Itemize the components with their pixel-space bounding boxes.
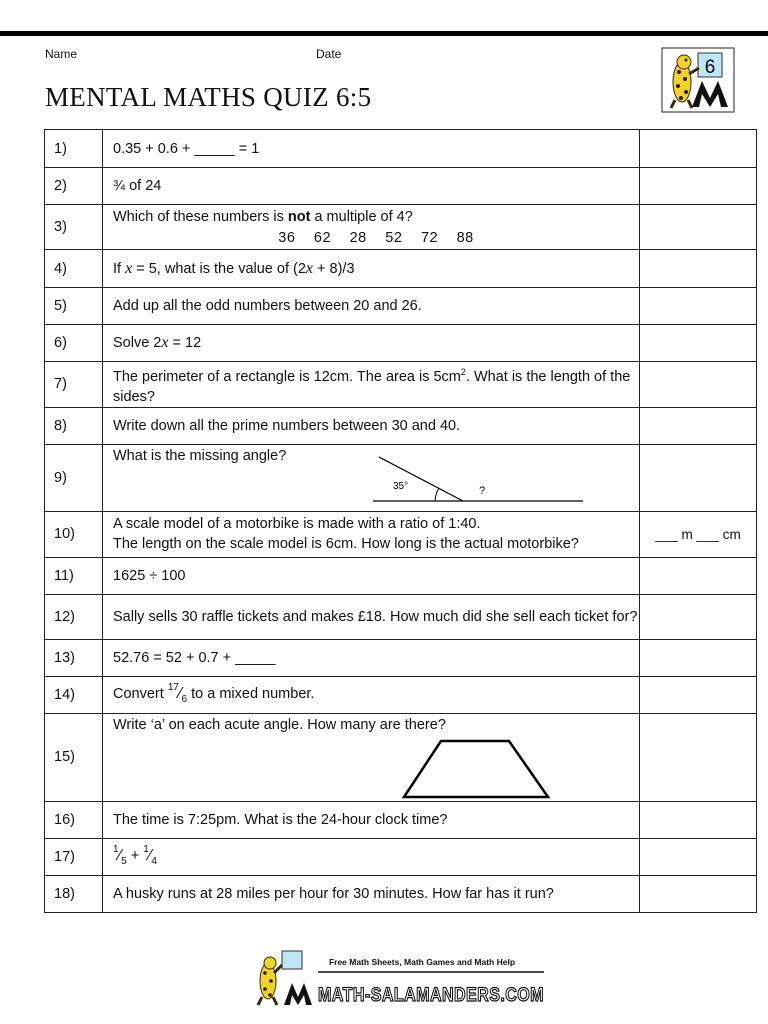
question-number: 14): [45, 676, 103, 713]
number-option: 72: [420, 229, 439, 246]
question-row: [45, 205, 757, 250]
question-number: 4): [45, 250, 103, 288]
trapezium-diagram: [401, 738, 551, 800]
question-text: [103, 713, 640, 801]
answer-cell[interactable]: [640, 130, 757, 168]
answer-cell[interactable]: [640, 362, 757, 408]
fraction: $^{17}⁄_6$: [167, 681, 188, 705]
question-number: 13): [45, 639, 103, 676]
name-label: Name: [45, 47, 78, 61]
question-text-part: = 12: [168, 335, 202, 351]
fraction-denominator: 4: [151, 855, 157, 867]
question-row: [45, 511, 757, 557]
number-option: 28: [349, 229, 367, 246]
question-number: 7): [45, 362, 103, 408]
question-text: [103, 676, 640, 713]
question-text: 0.35 + 0.6 + _____ = 1: [103, 130, 640, 168]
question-number: 15): [45, 713, 103, 801]
math-variable: x: [305, 259, 314, 277]
question-text: [103, 362, 640, 408]
answer-cell[interactable]: [640, 444, 757, 511]
math-variable: x: [161, 334, 169, 351]
question-text: Add up all the odd numbers between 20 and 26.: [103, 288, 640, 325]
question-number: 6): [45, 325, 103, 362]
answer-cell[interactable]: [640, 250, 757, 288]
question-number: 16): [45, 801, 103, 838]
salamander-grade-logo: [662, 48, 734, 112]
fraction: $^1⁄_4$: [143, 843, 157, 867]
question-number: 5): [45, 288, 103, 325]
question-text-part: = 5, what is the value of (2: [132, 260, 306, 277]
number-option: 36: [278, 229, 296, 246]
question-text-part: Which of these numbers is: [113, 208, 288, 225]
question-text: A husky runs at 28 miles per hour for 30 minutes. How far has it run?: [103, 875, 640, 912]
question-row: [45, 594, 757, 639]
fraction-denominator: 5: [121, 855, 127, 867]
question-row: [45, 168, 757, 205]
answer-units[interactable]: ___ m ___ cm: [640, 511, 757, 557]
unknown-angle-label: ?: [479, 484, 486, 497]
question-number: 10): [45, 511, 103, 557]
number-list: [113, 228, 639, 248]
question-text-part: If: [113, 260, 126, 277]
question-text-part: Convert: [113, 685, 168, 702]
angle-diagram: [365, 451, 585, 507]
answer-cell[interactable]: [640, 168, 757, 205]
question-number: 12): [45, 594, 103, 639]
question-text: [103, 250, 640, 288]
question-text-part: . What is the length of the sides?: [113, 368, 631, 405]
footer-tagline: Free Math Sheets, Math Games and Math Help: [328, 957, 516, 967]
question-text: [103, 511, 640, 557]
answer-cell[interactable]: [640, 801, 757, 838]
grade-badge: 6: [704, 57, 716, 78]
number-option: 52: [385, 229, 403, 246]
math-variable: x: [125, 259, 133, 277]
question-text: [103, 444, 640, 511]
question-row: [45, 676, 757, 713]
answer-cell[interactable]: [640, 639, 757, 676]
question-row: [45, 250, 757, 288]
fraction-numerator: 17: [167, 681, 179, 693]
question-line: A scale model of a motorbike is made with a ratio of 1:40.: [113, 516, 481, 533]
answer-cell[interactable]: [640, 875, 757, 912]
question-row: [45, 362, 757, 408]
question-row: [45, 407, 757, 444]
answer-cell[interactable]: [640, 407, 757, 444]
question-text: 1625 ÷ 100: [103, 557, 640, 594]
page-title: MENTAL MATHS QUIZ 6:5: [45, 82, 372, 112]
question-line: The length on the scale model is 6cm. How long is the actual motorbike?: [113, 536, 579, 553]
answer-cell[interactable]: [640, 557, 757, 594]
question-text: The time is 7:25pm. What is the 24-hour clock time?: [103, 801, 640, 838]
footer-brand: MATH-SALAMANDERS.COM: [318, 985, 544, 1006]
question-text: Sally sells 30 raffle tickets and makes £18. How much did she sell each ticket for?: [103, 594, 640, 639]
question-text: [103, 325, 640, 362]
fraction-numerator: 1: [113, 843, 119, 855]
question-text-part: + 8)/3: [313, 260, 355, 277]
answer-cell[interactable]: [640, 205, 757, 250]
question-text-part: to a mixed number.: [187, 685, 315, 702]
question-row: [45, 130, 757, 168]
question-number: 2): [45, 168, 103, 205]
fraction-denominator: 6: [181, 693, 188, 705]
date-label: Date: [316, 47, 342, 61]
question-row: [45, 325, 757, 362]
superscript: 2: [460, 367, 466, 377]
question-row: [45, 801, 757, 838]
fraction: $^1⁄_5$: [113, 843, 127, 867]
question-number: 17): [45, 838, 103, 875]
question-number: 9): [45, 444, 103, 511]
answer-cell[interactable]: [640, 838, 757, 875]
question-row: [45, 713, 757, 801]
answer-cell[interactable]: [640, 325, 757, 362]
question-row: [45, 444, 757, 511]
question-row: [45, 557, 757, 594]
emphasis-text: not: [287, 208, 311, 225]
answer-cell[interactable]: [640, 713, 757, 801]
question-text: [103, 838, 640, 875]
answer-cell[interactable]: [640, 288, 757, 325]
fraction-numerator: 1: [143, 843, 149, 855]
question-text-part: The perimeter of a rectangle is 12cm. The area is 5cm: [113, 368, 461, 385]
top-rule: [0, 31, 768, 36]
question-text: ¾ of 24: [103, 168, 640, 205]
operator: +: [126, 847, 144, 864]
question-text: [103, 205, 640, 250]
question-row: [45, 875, 757, 912]
number-option: 62: [313, 229, 332, 246]
question-number: 8): [45, 407, 103, 444]
question-text-part: Solve 2: [113, 335, 162, 351]
question-number: 3): [45, 205, 103, 250]
math-salamanders-footer-logo: [248, 949, 548, 1007]
question-row: [45, 639, 757, 676]
question-number: 1): [45, 130, 103, 168]
angle-label: 35°: [393, 480, 409, 492]
answer-cell[interactable]: [640, 594, 757, 639]
number-option: 88: [456, 229, 474, 246]
answer-cell[interactable]: [640, 676, 757, 713]
question-number: 18): [45, 875, 103, 912]
question-text-part: What is the missing angle?: [113, 447, 287, 464]
quiz-table: [44, 129, 757, 913]
question-text: Write down all the prime numbers between 30 and 40.: [103, 407, 640, 444]
question-text: 52.76 = 52 + 0.7 + _____: [103, 639, 640, 676]
question-number: 11): [45, 557, 103, 594]
question-text-part: Write ‘a’ on each acute angle. How many are there?: [113, 716, 446, 733]
question-row: [45, 288, 757, 325]
question-text-part: a multiple of 4?: [310, 208, 413, 225]
question-row: [45, 838, 757, 875]
